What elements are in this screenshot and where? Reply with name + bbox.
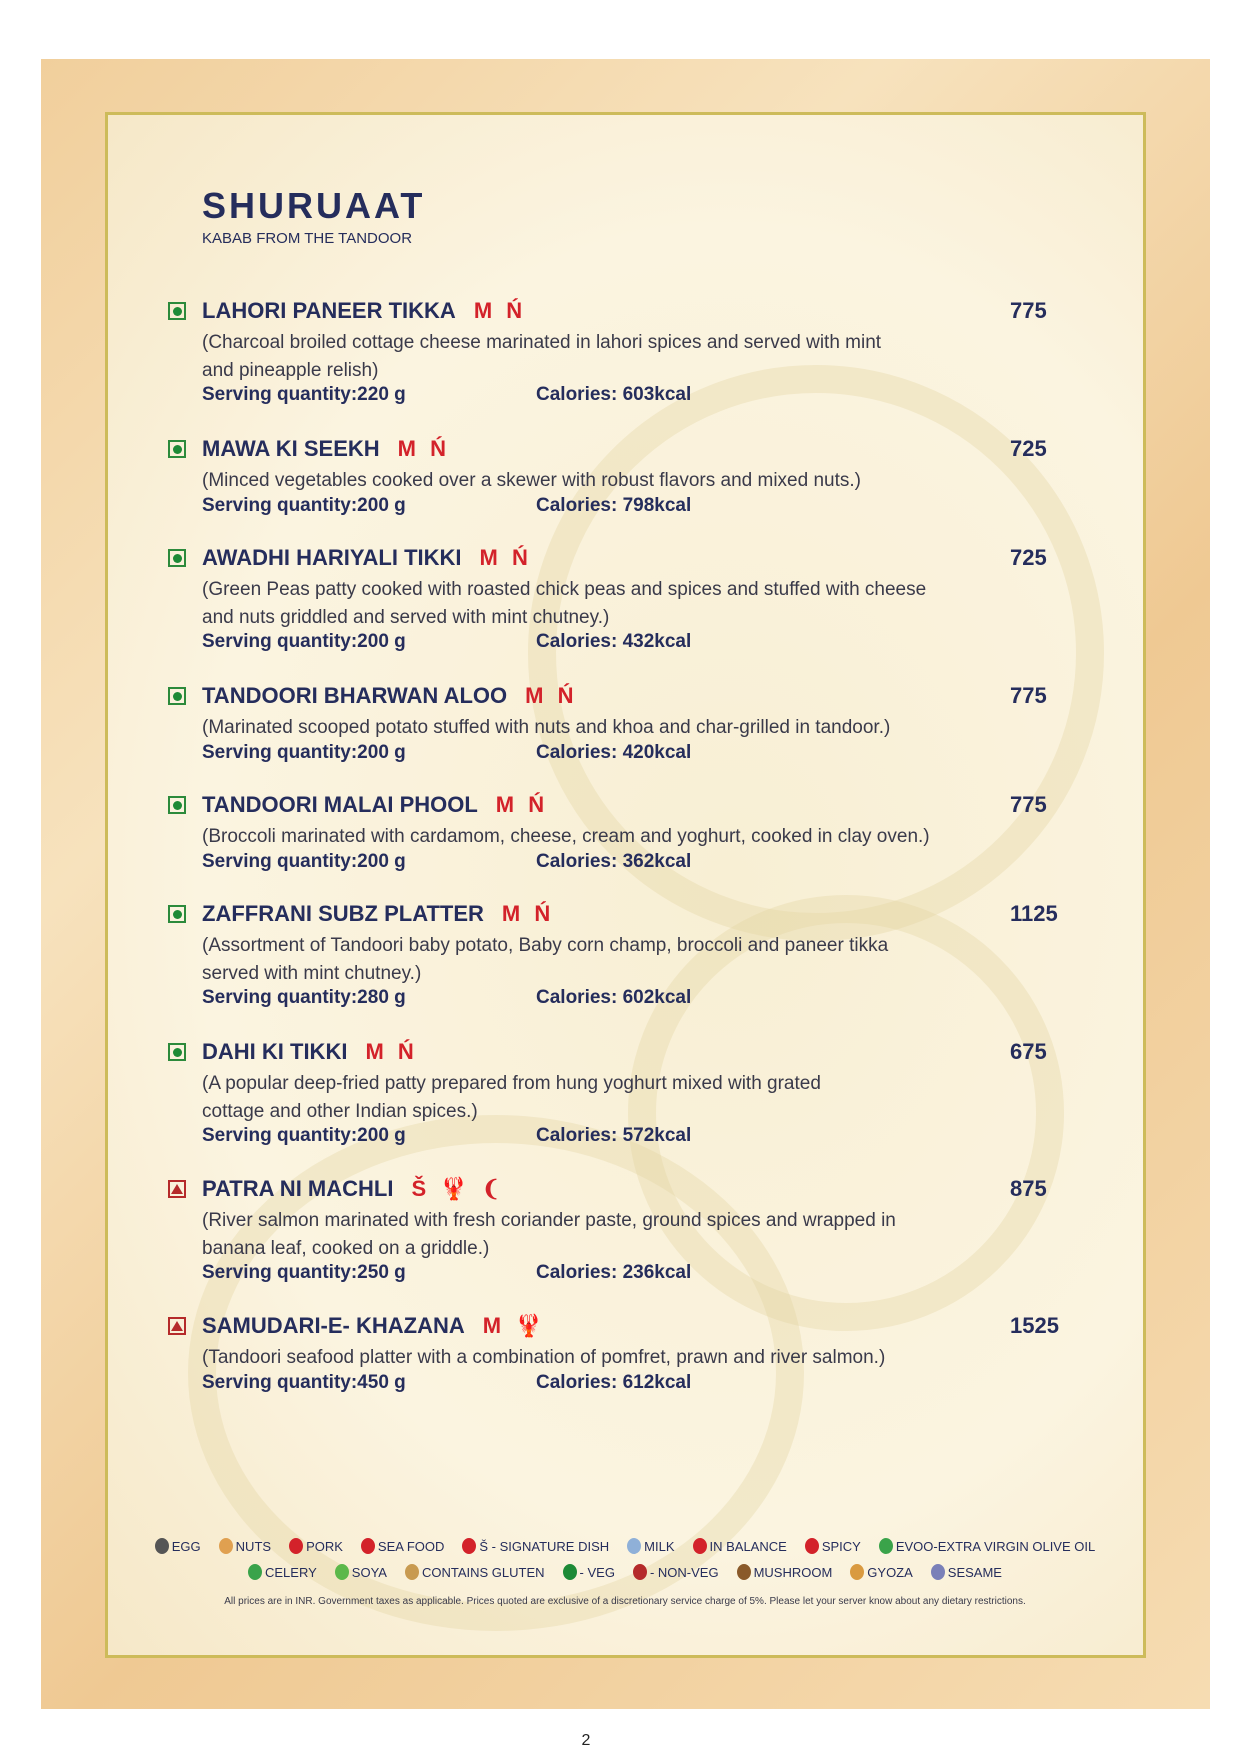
serving-quantity: Serving quantity:200 g: [202, 494, 406, 516]
item-price: 675: [1010, 1039, 1047, 1064]
description-line: cottage and other Indian spices.): [202, 1100, 478, 1122]
legend-item: [931, 1564, 1002, 1580]
legend-item: [405, 1564, 545, 1580]
allergen-tags: M Ń: [479, 545, 532, 570]
legend-row-1: [140, 1538, 1110, 1554]
nuts-icon: [219, 1538, 233, 1554]
legend-label: EVOO-EXTRA VIRGIN OLIVE OIL: [895, 1538, 1096, 1554]
description-line: (Tandoori seafood platter with a combination of pomfret, prawn and river salmon.): [202, 1347, 886, 1368]
contains-gluten-icon: [405, 1564, 419, 1580]
serving-quantity: Serving quantity:200 g: [202, 631, 406, 652]
section-title: SHURUAAT: [202, 185, 426, 226]
calories: Calories: 362kcal: [536, 850, 692, 872]
item-price: 1525: [1010, 1313, 1059, 1338]
calories: Calories: 572kcal: [536, 1125, 692, 1146]
egg-icon: [155, 1538, 169, 1554]
soya-icon: [335, 1564, 349, 1580]
item-price: 875: [1010, 1176, 1047, 1201]
veg-icon: [563, 1564, 577, 1580]
item-price: 775: [1010, 792, 1047, 817]
legend-label: SEA FOOD: [377, 1538, 445, 1554]
sea-food-icon: [361, 1538, 375, 1554]
legend-item: [289, 1538, 343, 1554]
description-line: banana leaf, cooked on a griddle.): [202, 1237, 490, 1259]
item-name: LAHORI PANEER TIKKA M Ń: [202, 298, 527, 323]
sesame-icon: [931, 1564, 945, 1580]
mushroom-icon: [737, 1564, 751, 1580]
item-price: 775: [1010, 298, 1047, 323]
veg-icon: [168, 905, 186, 923]
legend-label: CONTAINS GLUTEN: [421, 1564, 545, 1580]
price-note: All prices are in INR. Government taxes as applicable. Prices quoted are exclusive of a discretionary service charge of 5%. Please let your server know about any dietary restrictions.: [224, 1596, 1026, 1607]
legend-label: - VEG: [579, 1564, 615, 1580]
allergen-tags: Š 🦞 ❨: [411, 1176, 505, 1201]
pork-icon: [289, 1538, 303, 1554]
calories: Calories: 603kcal: [536, 384, 692, 405]
serving-quantity: Serving quantity:220 g: [202, 384, 406, 405]
item-description: [202, 823, 982, 851]
legend-item: [850, 1564, 913, 1580]
item-description: [202, 467, 982, 495]
serving-quantity: Serving quantity:200 g: [202, 1125, 406, 1146]
non-veg-icon: [168, 1317, 186, 1335]
description-line: and nuts griddled and served with mint chutney.): [202, 606, 610, 628]
legend-item: [627, 1538, 674, 1554]
serving-quantity: Serving quantity:200 g: [202, 741, 406, 763]
evoo-extra-virgin-olive-oil-icon: [879, 1538, 893, 1554]
legend-label: PORK: [306, 1538, 343, 1554]
legend-item: [633, 1564, 719, 1580]
legend-item: [879, 1538, 1095, 1554]
serving-quantity: Serving quantity:280 g: [202, 987, 406, 1008]
legend-row-2: [140, 1564, 1110, 1580]
legend-item: [693, 1538, 787, 1554]
description-line: (Assortment of Tandoori baby potato, Baby corn champ, broccoli and paneer tikka: [202, 935, 889, 956]
legend-item: [335, 1564, 387, 1580]
item-name: AWADHI HARIYALI TIKKI M Ń: [202, 545, 532, 570]
description-line: (River salmon marinated with fresh coriander paste, ground spices and wrapped in: [202, 1210, 896, 1231]
non-veg-icon: [633, 1564, 647, 1580]
item-description: [202, 714, 982, 742]
legend-label: Š - SIGNATURE DISH: [479, 1538, 610, 1554]
signature-dish-icon: [462, 1538, 476, 1554]
serving-quantity: Serving quantity:250 g: [202, 1262, 406, 1283]
calories: Calories: 420kcal: [536, 741, 692, 763]
item-price: 775: [1010, 683, 1047, 708]
item-price: 1125: [1010, 901, 1058, 926]
item-description: [202, 329, 982, 384]
item-description: [202, 576, 982, 631]
in-balance-icon: [693, 1538, 707, 1554]
page-number: 2: [581, 1732, 591, 1749]
allergen-tags: M Ń: [365, 1039, 418, 1064]
legend-label: - NON-VEG: [649, 1564, 719, 1580]
veg-icon: [168, 796, 186, 814]
veg-icon: [168, 1043, 186, 1061]
legend-label: MUSHROOM: [753, 1564, 833, 1580]
veg-icon: [168, 302, 186, 320]
legend-item: [219, 1538, 271, 1554]
milk-icon: [627, 1538, 641, 1554]
legend-label: MILK: [644, 1538, 675, 1554]
description-line: (Minced vegetables cooked over a skewer with robust flavors and mixed nuts.): [202, 470, 861, 491]
legend-label: IN BALANCE: [709, 1538, 787, 1554]
allergen-tags: M Ń: [495, 792, 549, 817]
legend-item: [155, 1538, 201, 1554]
description-line: (A popular deep-fried patty prepared from hung yoghurt mixed with grated: [202, 1073, 821, 1094]
allergen-tags: M Ń: [473, 298, 527, 323]
allergen-tags: M Ń: [397, 436, 450, 461]
legend-item: [805, 1538, 861, 1554]
calories: Calories: 798kcal: [536, 494, 692, 516]
item-description: [202, 1207, 982, 1262]
non-veg-icon: [168, 1180, 186, 1198]
item-name: SAMUDARI-E- KHAZANA M 🦞: [202, 1313, 547, 1338]
item-description: [202, 932, 982, 987]
calories: Calories: 432kcal: [536, 631, 692, 652]
item-price: 725: [1010, 545, 1047, 570]
veg-icon: [168, 687, 186, 705]
item-description: [202, 1344, 982, 1372]
description-line: (Charcoal broiled cottage cheese marinated in lahori spices and served with mint: [202, 332, 882, 353]
legend-item: [563, 1564, 615, 1580]
allergen-tags: M 🦞: [482, 1313, 547, 1338]
celery-icon: [248, 1564, 262, 1580]
calories: Calories: 612kcal: [536, 1371, 692, 1393]
description-line: (Green Peas patty cooked with roasted chick peas and spices and stuffed with cheese: [202, 579, 927, 600]
gyoza-icon: [850, 1564, 864, 1580]
legend-item: [462, 1538, 609, 1554]
calories: Calories: 602kcal: [536, 987, 692, 1008]
item-name: PATRA NI MACHLI Š 🦞 ❨: [202, 1176, 505, 1201]
item-name: ZAFFRANI SUBZ PLATTER M Ń: [202, 901, 555, 926]
description-line: (Broccoli marinated with cardamom, cheese, cream and yoghurt, cooked in clay oven.): [202, 826, 930, 847]
item-description: [202, 1070, 982, 1125]
item-name: TANDOORI MALAI PHOOL M Ń: [202, 792, 549, 817]
allergen-tags: M Ń: [525, 683, 578, 708]
legend-item: [248, 1564, 317, 1580]
allergen-tags: M Ń: [501, 901, 555, 926]
description-line: served with mint chutney.): [202, 962, 422, 984]
legend-label: SPICY: [821, 1538, 861, 1554]
item-name: DAHI KI TIKKI M Ń: [202, 1039, 418, 1064]
legend-item: [361, 1538, 444, 1554]
legend-label: CELERY: [265, 1564, 317, 1580]
item-price: 725: [1010, 436, 1047, 461]
legend-label: NUTS: [235, 1538, 272, 1554]
item-name: TANDOORI BHARWAN ALOO M Ń: [202, 683, 578, 708]
item-name: MAWA KI SEEKH M Ń: [202, 436, 450, 461]
legend-label: SESAME: [947, 1564, 1002, 1580]
veg-icon: [168, 549, 186, 567]
legend-label: GYOZA: [867, 1564, 913, 1580]
calories: Calories: 236kcal: [536, 1262, 692, 1283]
legend-label: SOYA: [351, 1564, 387, 1580]
spicy-icon: [805, 1538, 819, 1554]
legend-label: EGG: [171, 1538, 201, 1554]
serving-quantity: Serving quantity:450 g: [202, 1371, 406, 1393]
legend-item: [737, 1564, 833, 1580]
veg-icon: [168, 440, 186, 458]
section-subtitle: KABAB FROM THE TANDOOR: [202, 230, 413, 247]
description-line: and pineapple relish): [202, 359, 379, 381]
description-line: (Marinated scooped potato stuffed with nuts and khoa and char-grilled in tandoor.): [202, 717, 891, 738]
serving-quantity: Serving quantity:200 g: [202, 850, 406, 872]
